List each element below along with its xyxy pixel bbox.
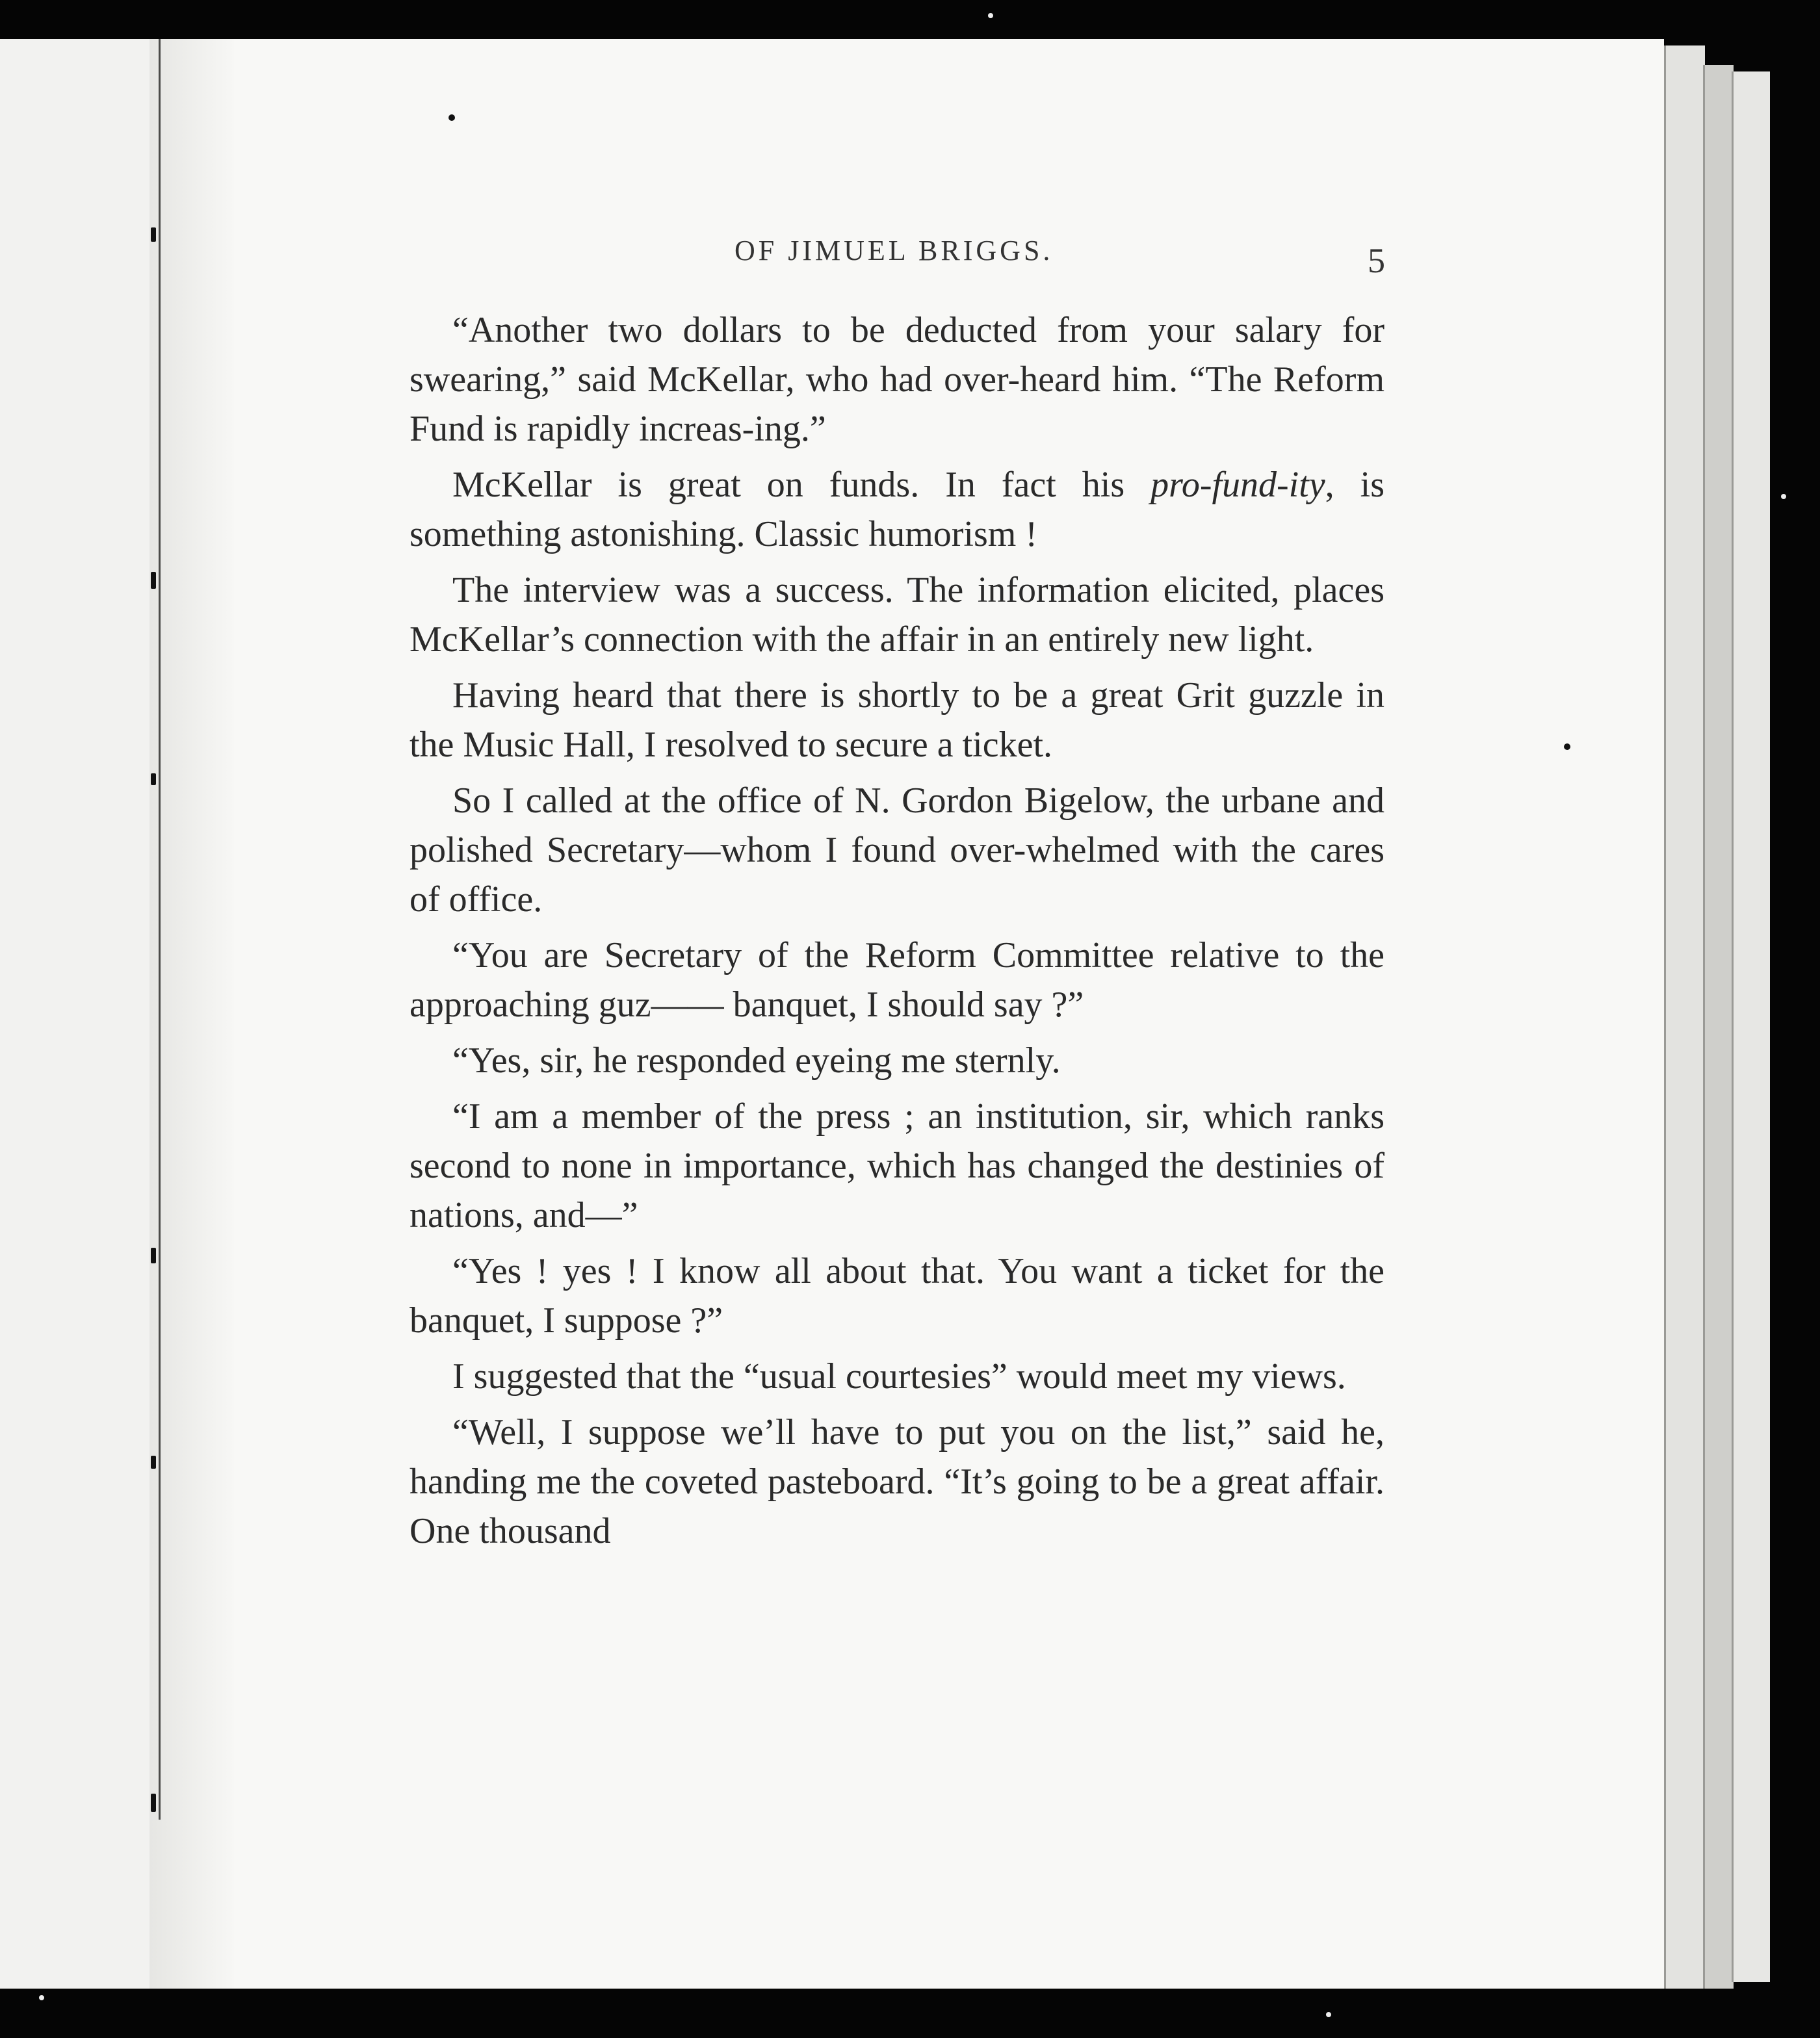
page-number: 5: [1368, 241, 1385, 280]
paragraph: So I called at the office of N. Gordon Bigelow, the urbane and polished Secretary—whom I found over-whelmed with the cares of office.: [410, 780, 1384, 920]
scan-dust: [39, 1995, 44, 2000]
paragraph-text: , is something astonishing. Classic humorism !: [410, 465, 1384, 554]
page-edge: [1703, 65, 1734, 1989]
paragraph: “Another two dollars to be deducted from your salary for swearing,” said McKellar, who had over-heard him. “The Reform Fund is rapidly increas-ing.”: [410, 310, 1384, 449]
page-edge: [1664, 45, 1705, 1989]
scan-speck: [1564, 743, 1570, 750]
paragraph: “Yes, sir, he responded eyeing me sternly.: [452, 1040, 1061, 1081]
binding-stitch: [151, 572, 156, 589]
scan-dust: [1781, 494, 1786, 499]
paragraph: The interview was a success. The information elicited, places McKellar’s connection with the affair in an entirely new light.: [410, 570, 1384, 660]
paragraph: “Well, I suppose we’ll have to put you on the list,” said he, handing me the coveted pasteboard. “It’s going to be a great affair. One thousand: [410, 1412, 1384, 1551]
paragraph-text: McKellar is great on funds. In fact his: [452, 465, 1151, 505]
scan-speck: [448, 114, 455, 121]
paragraph: I suggested that the “usual courtesies” would meet my views.: [452, 1356, 1346, 1397]
italic-pun: pro-fund-ity: [1150, 465, 1325, 505]
paragraph: “You are Secretary of the Reform Committee relative to the approaching guz—— banquet, I should say ?”: [410, 935, 1384, 1025]
binding-stitch: [151, 1794, 156, 1812]
left-page-gutter: [0, 39, 172, 1989]
paragraph: [410, 460, 1384, 559]
running-head: OF JIMUEL BRIGGS.: [734, 235, 1054, 266]
binding-stitch: [151, 1248, 156, 1263]
binding-stitch: [151, 227, 156, 242]
paragraph: “Yes ! yes ! I know all about that. You want a ticket for the banquet, I suppose ?”: [410, 1251, 1384, 1341]
scan-dust: [1326, 2012, 1331, 2017]
binding-shadow: [150, 39, 234, 1989]
spine-line: [159, 39, 161, 1820]
binding-stitch: [151, 773, 156, 785]
paragraph: Having heard that there is shortly to be a great Grit guzzle in the Music Hall, I resolved to secure a ticket.: [410, 675, 1384, 765]
scan-dust: [988, 13, 993, 18]
paragraph: “I am a member of the press ; an institution, sir, which ranks second to none in importance, which has changed the destinies of nations, and—”: [410, 1096, 1384, 1235]
body-text: [410, 305, 1384, 1562]
page-edge: [1732, 71, 1770, 1982]
binding-stitch: [151, 1456, 156, 1469]
